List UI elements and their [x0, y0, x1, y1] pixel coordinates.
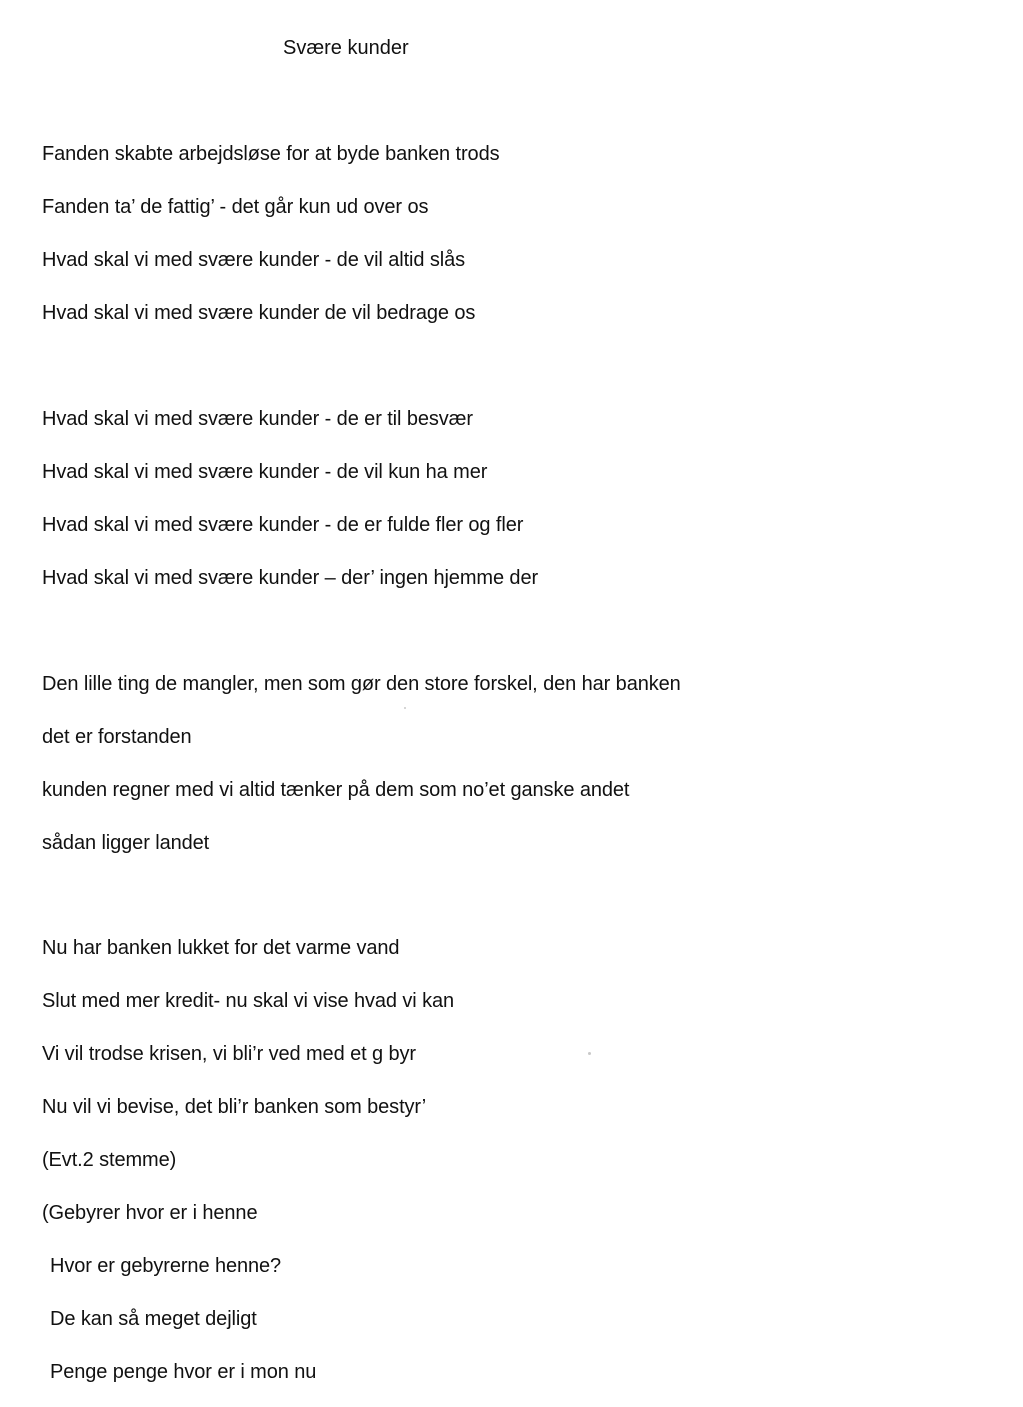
poem-line: Fanden ta’ de fattig’ - det går kun ud over os [42, 196, 429, 218]
poem-title: Svære kunder [283, 37, 409, 59]
poem-line: Den lille ting de mangler, men som gør den store forskel, den har banken [42, 673, 681, 695]
scan-speck [588, 1052, 591, 1055]
poem-line: (Gebyrer hvor er i henne [42, 1202, 258, 1224]
poem-line: (Evt.2 stemme) [42, 1149, 177, 1171]
poem-line: Hvad skal vi med svære kunder - de er til besvær [42, 408, 473, 430]
poem-line: Hvad skal vi med svære kunder de vil bedrage os [42, 302, 476, 324]
poem-line: det er forstanden [42, 726, 192, 748]
scan-speck [404, 707, 406, 709]
poem-line: Hvad skal vi med svære kunder - de vil kun ha mer [42, 461, 488, 483]
poem-line: Vi vil trodse krisen, vi bli’r ved med et g byr [42, 1043, 416, 1065]
poem-line: sådan ligger landet [42, 832, 210, 854]
poem-line: Hvad skal vi med svære kunder - de vil altid slås [42, 249, 466, 271]
poem-line: Nu vil vi bevise, det bli’r banken som bestyr’ [42, 1096, 427, 1118]
poem-line: Slut med mer kredit- nu skal vi vise hvad vi kan [42, 990, 455, 1012]
poem-line: Hvad skal vi med svære kunder – der’ ingen hjemme der [42, 567, 539, 589]
poem-line: Nu har banken lukket for det varme vand [42, 937, 400, 959]
poem-line: Penge penge hvor er i mon nu [50, 1361, 317, 1383]
poem-line: Hvor er gebyrerne henne? [50, 1255, 282, 1277]
poem-line: Hvad skal vi med svære kunder - de er fulde fler og fler [42, 514, 524, 536]
poem-line: Fanden skabte arbejdsløse for at byde banken trods [42, 143, 500, 165]
poem-line: kunden regner med vi altid tænker på dem som no’et ganske andet [42, 779, 630, 801]
poem-line: De kan så meget dejligt [50, 1308, 257, 1330]
